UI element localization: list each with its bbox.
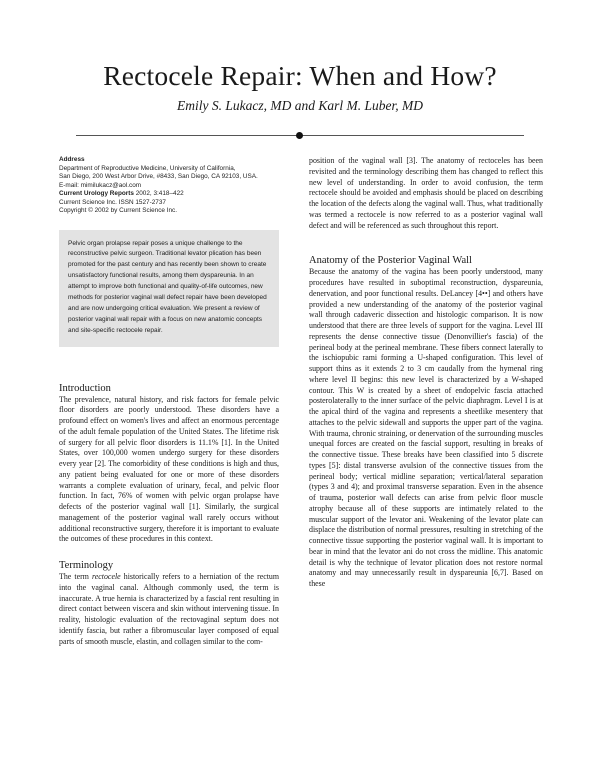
anatomy-text: Because the anatomy of the vagina has been poorly understood, many procedures have resulted in suboptimal reconstruction, dyspareunia, denervation, and poor functional results. DeLancey [4••] and others have provided a new understanding of the anatomy of the posterior vaginal wall through cadaveric dissection and histologic comparison. It is now understood that there are three levels of support for the vagina. Level III represents the dense connective tissue (Denonvillier's fascia) of the perineal body at the perineal membrane. These fibers connect laterally to the ischiopubic rami forming a U-shaped configuration. This level of support thins as it extends 2 to 3 cm caudally from the hymenal ring where level II begins: this new level is characterized by a W-shaped contour. This W is created by a sheet of endopelvic fascia attached posterolaterally to the inner surface of the pelvic diaphragm. Level I is at the apical third of the vagina and represents a sheetlike mesentery that attaches to the pelvic sidewall and supports the upper part of the vagina. With trauma, chronic straining, or denervation of the surrounding muscles unequal forces are created on the fascial support, resulting in breaks of the connective tissue. These breaks have been classified into 5 discrete types [5]: distal transverse avulsion of the connective tissues from the perineal body; vertical midline separation; vertical/lateral separation (types 3 and 4); and proximal transverse separation. Even in the absence of trauma, posterior wall defects can arise from pelvic floor muscle atrophy because all of these supports are intimately related to the muscular support of the levator ani. Weakening of the levator plate can displace the distribution of normal pressures, resulting in stretching of the connective tissue supporting the posterior vaginal wall. It is important to bear in mind that the levator ani do not cross the midline. This anatomic detail is why the technique of levator plication does not restore normal anatomy and may unnecessarily result in dyspareunia [6,7]. Based on these <box>309 267 543 588</box>
journal-ref: 2002, 3:418–422 <box>133 190 184 197</box>
email-line: E-mail: mimilukacz@aol.com <box>59 181 142 189</box>
left-column <box>59 156 279 647</box>
copyright-line: Copyright © 2002 by Current Science Inc. <box>59 207 178 214</box>
divider-bullet <box>296 132 303 139</box>
introduction-text: The prevalence, natural history, and risk factors for female pelvic floor disorders are poorly understood. These disorders have a profound effect on women's lives and affect an enormous percentage of the adult female population of the United States. The lifetime risk of surgery for all pelvic floor disorders is 11.1% [1]. In the United States, over 100,000 women undergo surgery for these disorders every year [2]. The comorbidity of these conditions is high and thus, any patient being evaluated for one or more of these disorders warrants a complete evaluation of urinary, fecal, and pelvic floor function. In fact, 76% of women with pelvic organ prolapse have defects of the posterior vaginal wall [1]. Similarly, the surgical management of the posterior vaginal wall rarely occurs without additional reconstructive surgery, therefore it is important to evaluate the outcomes of these procedures in this context. <box>59 394 279 544</box>
introduction-section <box>59 382 279 546</box>
abstract-box: Pelvic organ prolapse repair poses a unique challenge to the reconstructive pelvic surgeon. Traditional levator plication has been promoted for the past century and has recently been shown to create unsatisfactory functional results, among them dyspareunia. In an attempt to improve both functional and quality-of-life outcomes, new methods for posterior vaginal wall defect repair have been developed and are now undergoing critical evaluation. We present a review of posterior vaginal wall repair with a focus on new anatomic concepts and site-specific rectocele repair. <box>59 230 279 347</box>
publisher-line: Current Science Inc. ISSN 1527-2737 <box>59 198 166 206</box>
anatomy-heading: Anatomy of the Posterior Vaginal Wall <box>309 255 472 267</box>
anatomy-section <box>309 254 543 590</box>
continued-text: position of the vaginal wall [3]. The anatomy of rectoceles has been revisited and the terminology describing them has changed to reflect this new level of understanding. In order to avoid confusion, the term rectocele should be avoided and emphasis should be placed on describing the location of the defects along the vaginal wall. Thus, what traditionally was termed a rectocele is now referred to as a posterior vaginal wall defect and will be referenced as such throughout this report. <box>309 156 543 230</box>
terminology-heading: Terminology <box>59 560 114 572</box>
address-line: Department of Reproductive Medicine, University of California, <box>59 164 236 172</box>
address-line: San Diego, 200 West Arbor Drive, #8433, San Diego, CA 92103, USA. <box>59 173 258 180</box>
right-column <box>309 156 543 590</box>
term-rectocele: rectocele <box>92 572 121 582</box>
terminology-section <box>59 559 279 647</box>
address-heading: Address <box>59 156 85 163</box>
introduction-heading: Introduction <box>59 382 111 394</box>
paper-authors: Emily S. Lukacz, MD and Karl M. Luber, MD <box>177 98 423 113</box>
address-block <box>59 156 279 216</box>
paper-title: Rectocele Repair: When and How? <box>103 60 497 91</box>
journal-name: Current Urology Reports <box>59 190 134 197</box>
terminology-text: The term rectocele historically refers to a herniation of the rectum into the vaginal canal. Although commonly used, the term is inaccurate. A true hernia is characterized by a fascial rent resulting in direct contact between viscera and skin without intervening tissue. In reality, histologic evaluation of the rectovaginal septum does not identify fascia, but rather a fibromuscular layer composed of equal parts of smooth muscle, elastin, and collagen similar to the com- <box>59 572 279 646</box>
citation-line <box>59 190 279 199</box>
